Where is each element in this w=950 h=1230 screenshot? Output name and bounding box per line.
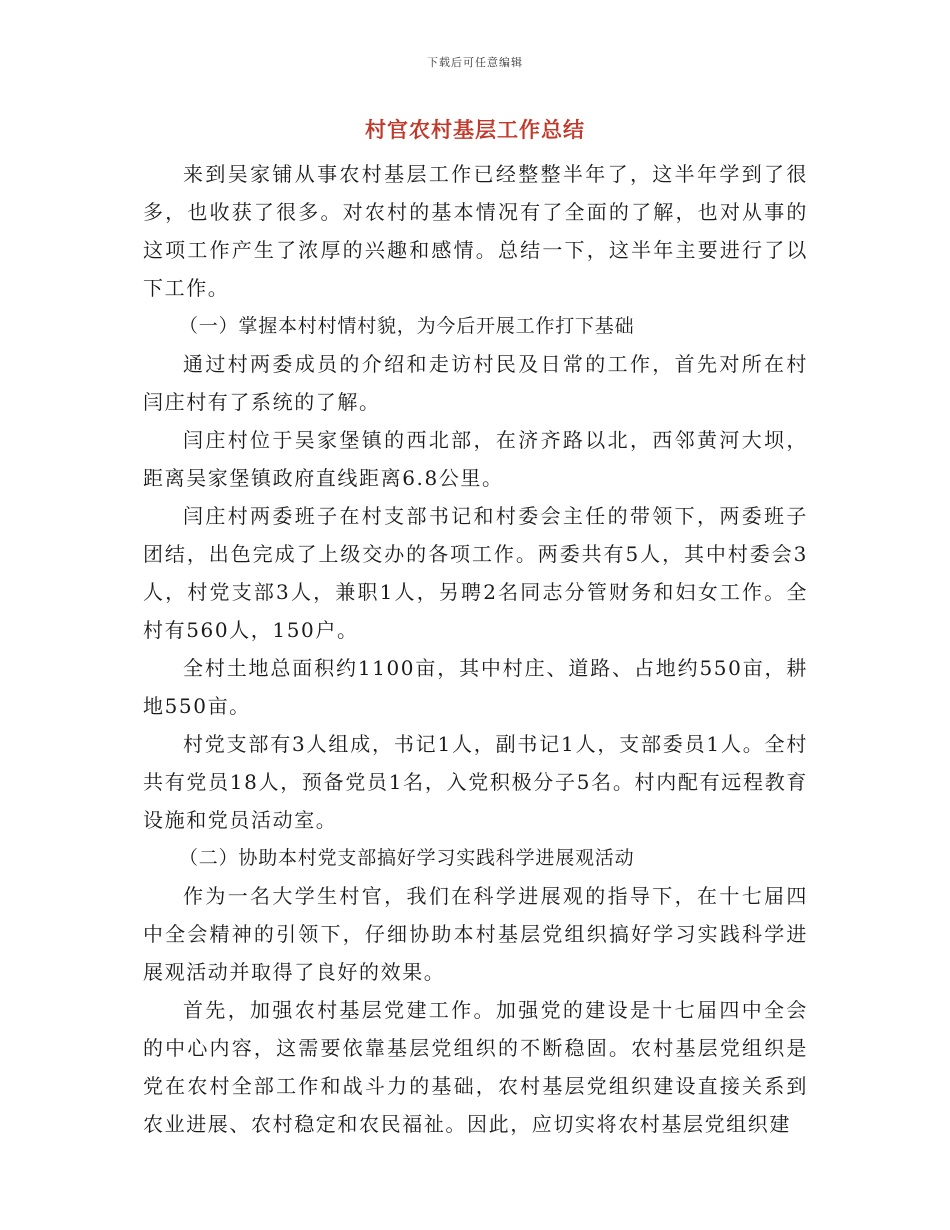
paragraph: 首先，加强农村基层党建工作。加强党的建设是十七届四中全会的中心内容，这需要依靠基层党组织的不断稳固。农村基层党组织是党在农村全部工作和战斗力的基础，农村基层党组织建设直接关系到农业进展、农村稳定和农民福祉。因此，应切实将农村基层党组织建 [143,998,808,1136]
document-title: 村官农村基层工作总结 [365,117,585,142]
section-heading-1: （一）掌握本村村情村貌，为今后开展工作打下基础 [179,315,635,337]
paragraph: 作为一名大学生村官，我们在科学进展观的指导下，在十七届四中全会精神的引领下，仔细协助本村基层党组织搞好学习实践科学进展观活动并取得了良好的效果。 [143,884,808,984]
paragraph-intro: 来到吴家铺从事农村基层工作已经整整半年了，这半年学到了很多，也收获了很多。对农村的基本情况有了全面的了解，也对从事的这项工作产生了浓厚的兴趣和感情。总结一下，这半年主要进行了以下工作。 [143,162,808,300]
document-body [143,155,808,1143]
section-heading-2: （二）协助本村党支部搞好学习实践科学进展观活动 [179,847,635,869]
paragraph: 村党支部有3人组成，书记1人，副书记1人，支部委员1人。全村共有党员18人，预备党员1名，入党积极分子5名。村内配有远程教育设施和党员活动室。 [143,732,808,832]
paragraph: 通过村两委成员的介绍和走访村民及日常的工作，首先对所在村闫庄村有了系统的了解。 [143,352,808,414]
paragraph: 全村土地总面积约1100亩，其中村庄、道路、占地约550亩，耕地550亩。 [143,656,808,718]
paragraph: 闫庄村位于吴家堡镇的西北部，在济齐路以北，西邻黄河大坝，距离吴家堡镇政府直线距离6.8公里。 [143,428,808,490]
header-note: 下载后可任意编辑 [427,56,523,69]
paragraph: 闫庄村两委班子在村支部书记和村委会主任的带领下，两委班子团结，出色完成了上级交办的各项工作。两委共有5人，其中村委会3人，村党支部3人，兼职1人，另聘2名同志分管财务和妇女工作。全村有560人，150户。 [143,504,808,642]
